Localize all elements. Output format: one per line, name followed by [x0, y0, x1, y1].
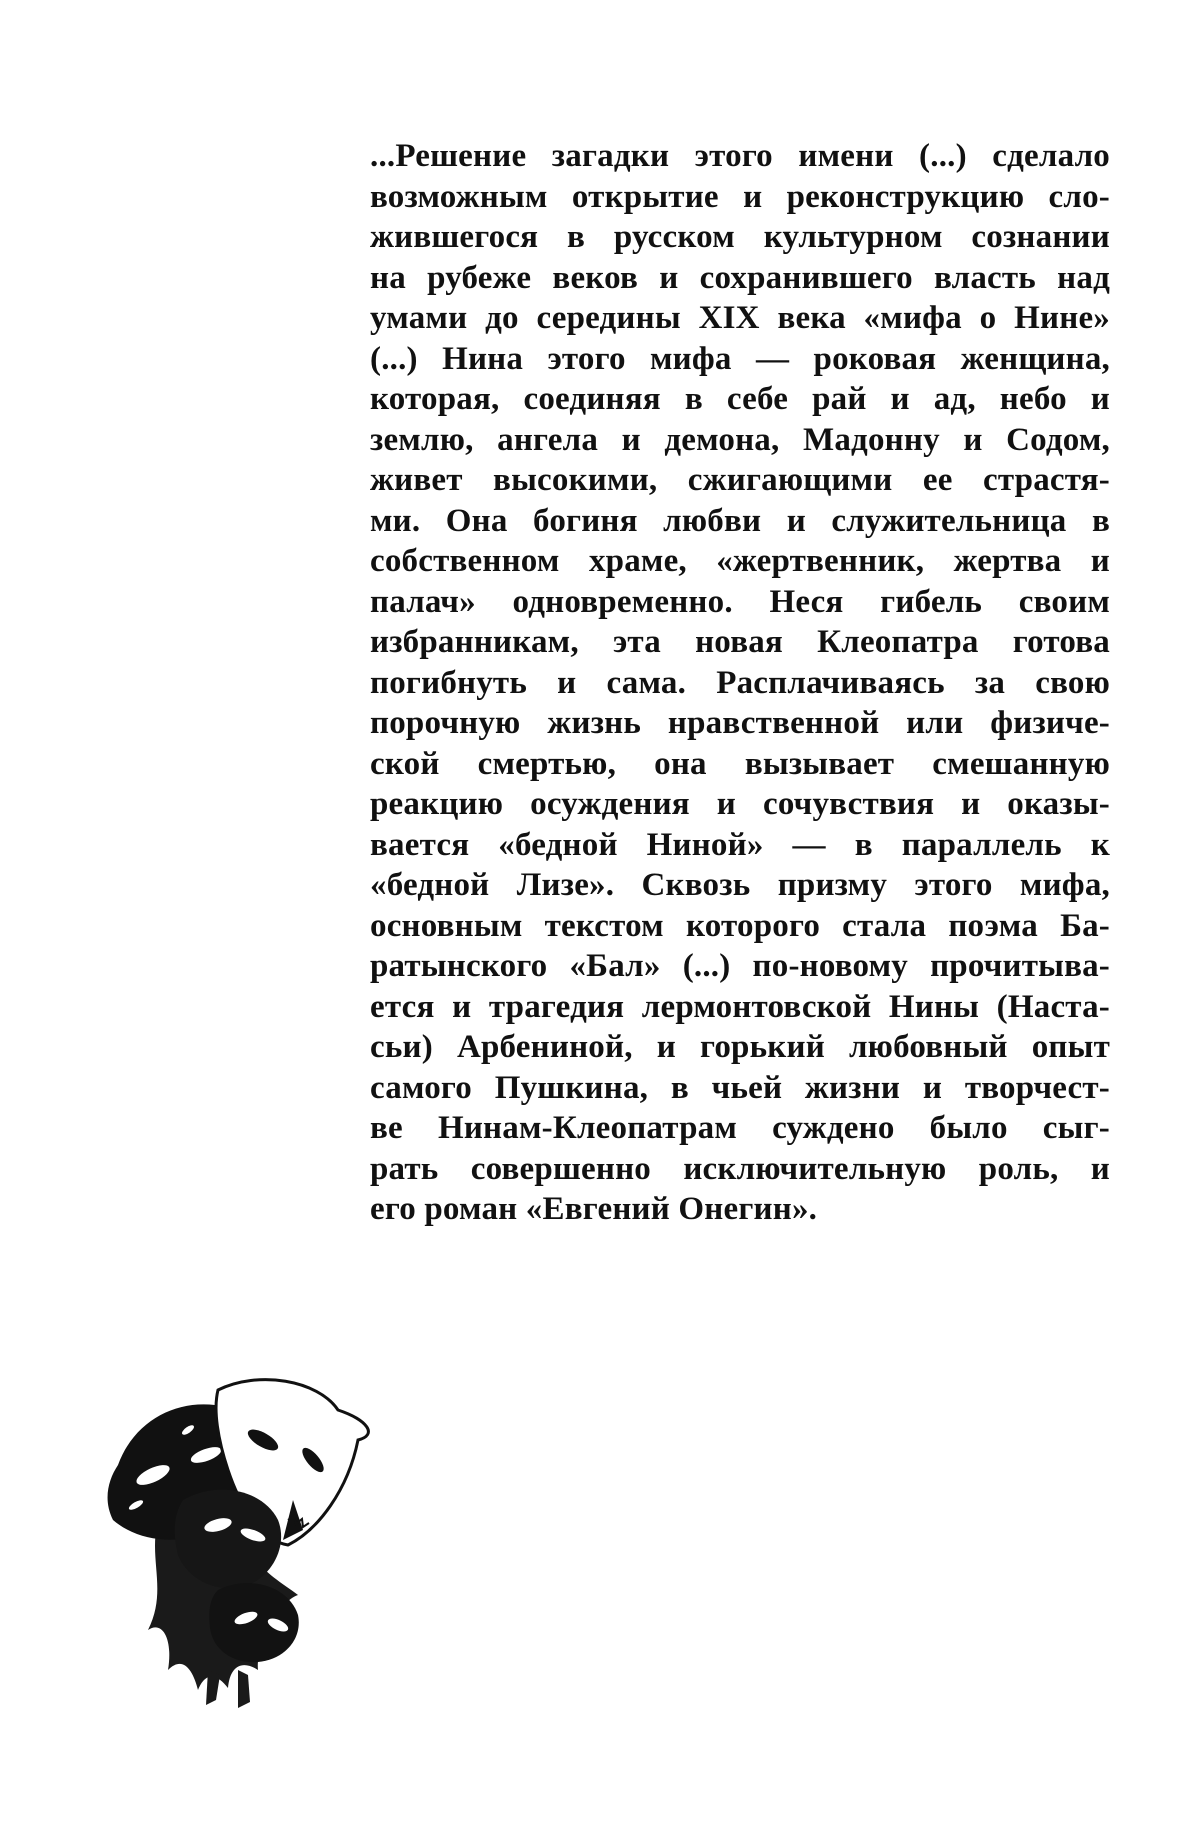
text-line: его роман «Евгений Онегин». — [370, 1191, 818, 1227]
text-line: землю, ангела и демона, Мадонну и Содом, — [370, 421, 1110, 458]
text-line: ской смертью, она вызывает смешанную — [370, 745, 1110, 782]
text-line: самого Пушкина, в чьей жизни и творчест- — [370, 1069, 1110, 1106]
text-line: на рубеже веков и сохранившего власть над — [370, 259, 1110, 296]
text-line: порочную жизнь нравственной или физиче- — [370, 705, 1110, 741]
text-line: (...) Нина этого мифа — роковая женщина, — [370, 340, 1110, 377]
text-line: палач» одновременно. Неся гибель своим — [370, 583, 1110, 620]
text-line: которая, соединяя в себе рай и ад, небо и — [370, 381, 1110, 417]
quote-text-block — [370, 136, 1110, 1230]
text-line: живет высокими, сжигающими ее страстя- — [370, 462, 1110, 498]
text-line: умами до середины XIX века «мифа о Нине» — [370, 300, 1110, 336]
text-line: вается «бедной Ниной» — в параллель к — [370, 826, 1110, 863]
text-line: собственном храме, «жертвенник, жертва и — [370, 543, 1110, 579]
text-line: ратынского «Бал» (...) по-новому прочитыва- — [370, 948, 1110, 984]
text-line: ...Решение загадки этого имени (...) сделало — [370, 138, 1110, 174]
text-line: возможным открытие и реконструкцию сло- — [370, 178, 1110, 215]
text-line: ве Нинам-Клеопатрам суждено было сыг- — [370, 1110, 1110, 1146]
text-line: жившегося в русском культурном сознании — [370, 219, 1110, 255]
text-line: ется и трагедия лермонтовской Нины (Наста- — [370, 988, 1110, 1025]
text-line: сьи) Арбениной, и горький любовный опыт — [370, 1029, 1110, 1065]
text-line: основным текстом которого стала поэма Ба- — [370, 907, 1110, 944]
text-line: ми. Она богиня любви и служительница в — [370, 502, 1110, 539]
text-line: избранникам, эта новая Клеопатра готова — [370, 624, 1110, 660]
text-line: погибнуть и сама. Расплачиваясь за свою — [370, 664, 1110, 701]
text-line: «бедной Лизе». Сквозь призму этого мифа, — [370, 867, 1110, 903]
text-line: рать совершенно исключительную роль, и — [370, 1150, 1110, 1187]
text-line: реакцию осуждения и сочувствия и оказы- — [370, 786, 1110, 822]
masks-illustration — [88, 1370, 378, 1710]
